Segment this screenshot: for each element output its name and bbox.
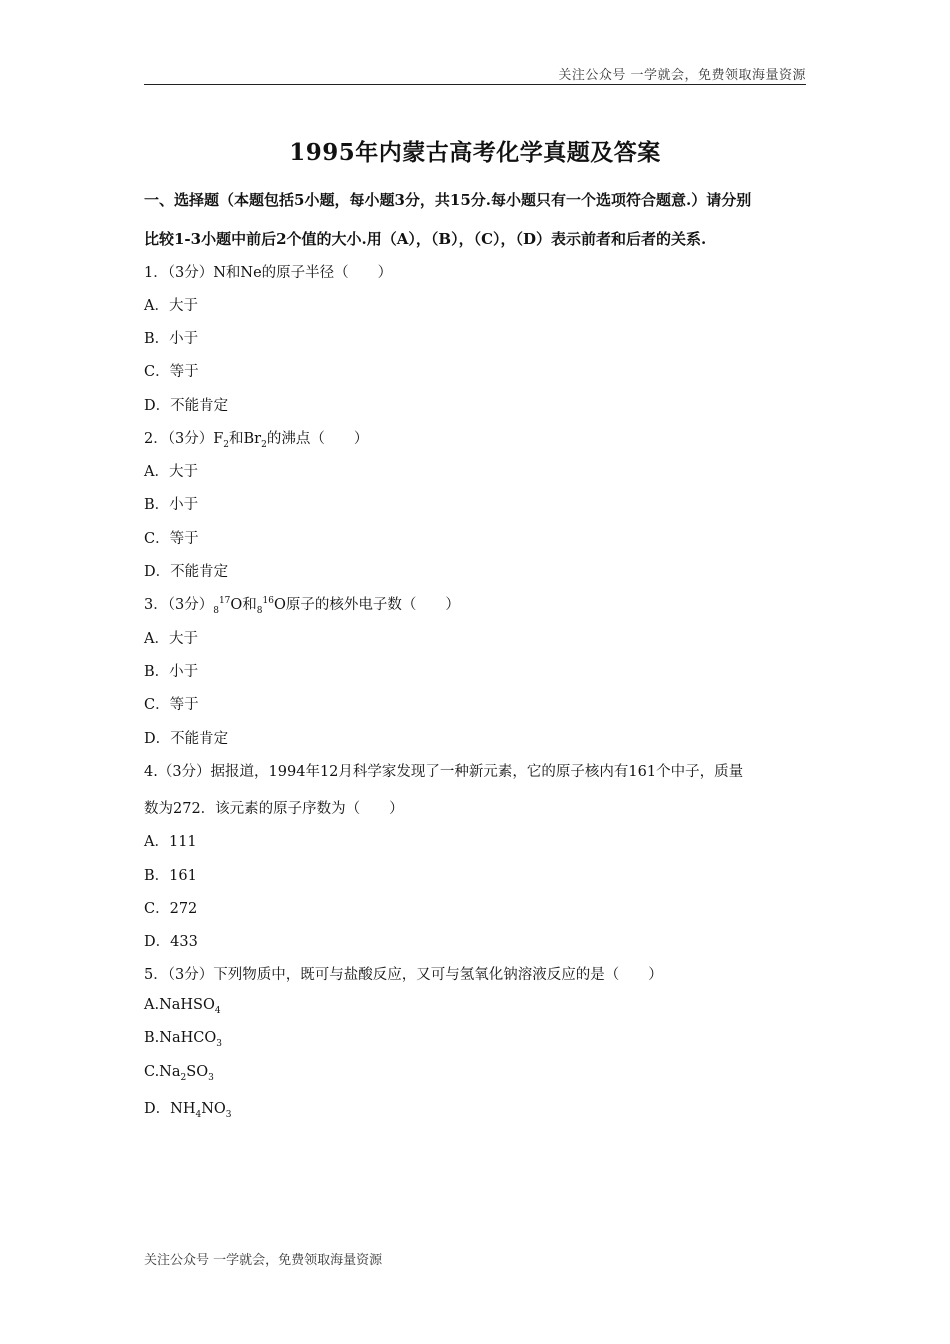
footer-text: 关注公众号 一学就会，免费领取海量资源: [144, 1253, 383, 1268]
question-4-option-b: B．161: [144, 868, 197, 884]
question-4-option-a: A．111: [144, 834, 197, 850]
question-1-option-d: D．不能肯定: [144, 398, 229, 414]
question-2-subscript-1: 2: [223, 439, 229, 450]
question-5-option-d-mid: NO: [201, 1101, 226, 1117]
question-5-option-b-subscript: 3: [216, 1038, 222, 1049]
question-5-option-b-text: B.NaHCO: [144, 1030, 217, 1046]
question-2-option-b: B．小于: [144, 497, 199, 513]
question-5-option-c-text: C.Na: [144, 1064, 181, 1080]
question-3-superscript-2: 16: [262, 596, 274, 607]
question-2-stem: [144, 427, 368, 448]
question-5-option-b: [144, 1030, 222, 1049]
question-3-stem-prefix: 3．（3分）: [144, 597, 214, 613]
question-3-stem-suffix: O原子的核外电子数（ ）: [273, 597, 460, 613]
question-1-option-b: B．小于: [144, 331, 199, 347]
question-5-option-d-text: D．NH: [144, 1101, 196, 1117]
question-4-stem-line-2: 数为272．该元素的原子序数为（ ）: [144, 801, 404, 817]
question-3-option-d: D．不能肯定: [144, 731, 229, 747]
question-3-superscript-1: 17: [218, 596, 231, 607]
question-5-option-d-subscript-2: 3: [225, 1109, 232, 1120]
question-1-stem: 1．（3分）N和Ne的原子半径（ ）: [144, 265, 393, 281]
question-1-option-a: A．大于: [144, 298, 198, 314]
page-title: 1995年内蒙古高考化学真题及答案: [289, 139, 661, 166]
question-3-subscript-1: 8: [213, 605, 219, 616]
question-2-option-a: A．大于: [144, 464, 198, 480]
question-2-option-d: D．不能肯定: [144, 564, 229, 580]
question-3-subscript-2: 8: [256, 605, 263, 616]
question-4-option-c: C．272: [144, 901, 198, 917]
question-5-option-c-subscript-1: 2: [180, 1072, 187, 1083]
question-5-option-c: [144, 1064, 214, 1083]
question-5-option-a: [144, 997, 221, 1016]
question-3-option-b: B．小于: [144, 664, 199, 680]
question-3-stem: [144, 593, 460, 614]
question-2-subscript-2: 2: [261, 439, 267, 450]
question-5-option-c-mid: SO: [186, 1064, 209, 1080]
header-text: 关注公众号 一学就会，免费领取海量资源: [558, 68, 806, 83]
header-rule: [144, 84, 806, 85]
question-2-stem-prefix: 2．（3分）F: [144, 431, 224, 447]
question-3-option-c: C．等于: [144, 697, 199, 713]
question-5-option-a-text: A.NaHSO: [144, 997, 215, 1013]
question-5-option-c-subscript-2: 3: [208, 1072, 214, 1083]
question-2-option-c: C．等于: [144, 531, 199, 547]
question-1-option-c: C．等于: [144, 364, 199, 380]
question-4-option-d: D．433: [144, 934, 198, 950]
question-5-option-d: [144, 1097, 232, 1118]
section-instructions-line-1: 一、选择题（本题包括5小题，每小题3分，共15分.每小题只有一个选项符合题意.）请分别: [144, 191, 752, 209]
question-2-stem-suffix: 的沸点（ ）: [266, 431, 369, 447]
question-3-option-a: A．大于: [144, 631, 198, 647]
question-5-stem: 5．（3分）下列物质中，既可与盐酸反应，又可与氢氧化钠溶液反应的是（ ）: [144, 967, 663, 983]
question-5-option-a-subscript: 4: [214, 1005, 221, 1016]
question-3-stem-mid: O和: [230, 597, 257, 613]
section-instructions-line-2: 比较1-3小题中前后2个值的大小.用（A），（B），（C），（D）表示前者和后者的关系.: [144, 230, 707, 248]
question-4-stem-line-1: 4.（3分）据报道，1994年12月科学家发现了一种新元素，它的原子核内有161个中子，质量: [144, 764, 744, 780]
question-2-stem-mid: 和Br: [229, 431, 262, 447]
question-5-option-d-subscript-1: 4: [195, 1109, 202, 1120]
